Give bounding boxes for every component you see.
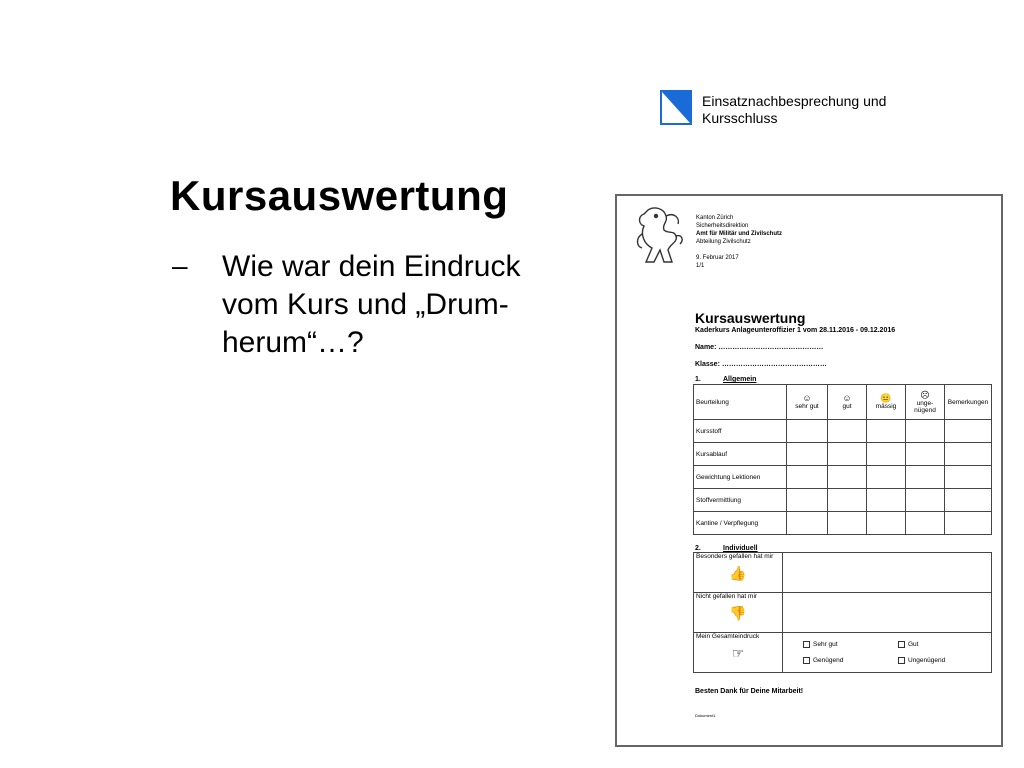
doc-header-spacer (696, 246, 782, 254)
option-label: Gut (908, 641, 919, 649)
section-number: 2. (695, 545, 701, 552)
liked-cell (694, 553, 783, 593)
option-label: Ungenügend (908, 657, 946, 665)
table-row (694, 553, 992, 593)
section-heading-general (695, 376, 756, 383)
class-field: Klasse: ……………………………………… (695, 361, 827, 368)
section-number: 1. (695, 376, 701, 383)
option-checkbox (898, 641, 918, 648)
table-row (694, 593, 992, 633)
option-checkbox (898, 657, 945, 664)
document-title: Kursauswertung (695, 310, 806, 326)
header-line-2: Kursschluss (702, 110, 778, 126)
name-field: Name: ……………………………………… (695, 344, 824, 351)
lion-crest-icon (634, 204, 688, 266)
table-row (694, 489, 992, 512)
document-subtitle: Kaderkurs Anlageunteroffizier 1 vom 28.11.2016 - 09.12.2016 (695, 327, 896, 334)
bullet-text (222, 248, 582, 362)
overall-options-cell (783, 633, 992, 673)
page-title: Kursauswertung (170, 172, 509, 219)
evaluation-form-image (615, 194, 1003, 747)
liked-label: Besonders gefallen hat mir (696, 553, 774, 560)
option-label: Sehr gut (813, 641, 838, 649)
zurich-canton-logo (660, 90, 692, 125)
row-label: Kursstoff (694, 420, 787, 443)
section-heading-individual (695, 545, 758, 552)
section-label: Allgemein (723, 376, 757, 383)
frown-icon: ☹ (920, 389, 930, 400)
checkbox-icon (898, 641, 905, 648)
bullet-line: vom Kurs und „Drum- (222, 288, 509, 321)
overall-cell (694, 633, 783, 673)
checkbox-icon (803, 641, 810, 648)
table-row (694, 466, 992, 489)
thanks-text: Besten Dank für Deine Mitarbeit! (695, 688, 804, 695)
table-header-row (694, 385, 992, 420)
rating-label: unge- nügend (914, 399, 936, 414)
general-rating-table (693, 384, 992, 535)
smiley-icon: ☺ (802, 393, 812, 403)
disliked-cell (694, 593, 783, 633)
slide-header (702, 93, 922, 127)
table-header-cell (867, 385, 906, 420)
doc-header-line: Abteilung Zivilschutz (696, 239, 751, 245)
doc-header-line: 9. Februar 2017 (696, 255, 739, 261)
header-line-1: Einsatznachbesprechung und (702, 93, 887, 109)
row-label: Stoffvermittlung (694, 489, 787, 512)
smiley-icon: ☺ (842, 393, 852, 403)
overall-label: Mein Gesamteindruck (696, 633, 760, 640)
option-label: Genügend (813, 657, 844, 665)
thumbs-up-icon: 👍 (729, 565, 747, 581)
table-row (694, 633, 992, 673)
rating-label: mässig (875, 403, 897, 410)
document-footer: Dokument1 (695, 713, 716, 718)
doc-header-line: Amt für Militär und Zivilschutz (696, 231, 783, 237)
table-header-cell (906, 385, 945, 420)
bullet-line: herum“…? (222, 326, 364, 359)
doc-header-line: Sicherheitsdirektion (696, 223, 749, 229)
rating-label: gut (842, 403, 852, 410)
document-header (696, 214, 782, 270)
row-label: Kantine / Verpflegung (694, 512, 787, 535)
row-label: Kursablauf (694, 443, 787, 466)
rating-label: sehr gut (795, 403, 819, 410)
row-label: Gewichtung Lektionen (694, 466, 787, 489)
table-row (694, 512, 992, 535)
doc-header-line: Kanton Zürich (696, 215, 734, 221)
table-header-cell (828, 385, 867, 420)
table-row (694, 420, 992, 443)
doc-header-line: 1/1 (696, 263, 705, 269)
individual-table (693, 552, 992, 673)
table-header-cell: Beurteilung (694, 385, 787, 420)
option-checkbox (803, 657, 843, 664)
section-label: Individuell (723, 545, 758, 552)
table-header-cell: Bemerkungen (945, 385, 992, 420)
table-header-cell (787, 385, 828, 420)
pointing-hand-icon: ☞ (731, 645, 745, 661)
thumbs-down-icon: 👎 (729, 605, 747, 621)
checkbox-icon (803, 657, 810, 664)
checkbox-icon (898, 657, 905, 664)
bullet-marker: – (172, 250, 188, 281)
option-checkbox (803, 641, 838, 648)
neutral-face-icon: 😐 (880, 393, 892, 403)
disliked-label: Nicht gefallen hat mir (696, 593, 758, 600)
table-row (694, 443, 992, 466)
bullet-line: Wie war dein Eindruck (222, 250, 521, 283)
